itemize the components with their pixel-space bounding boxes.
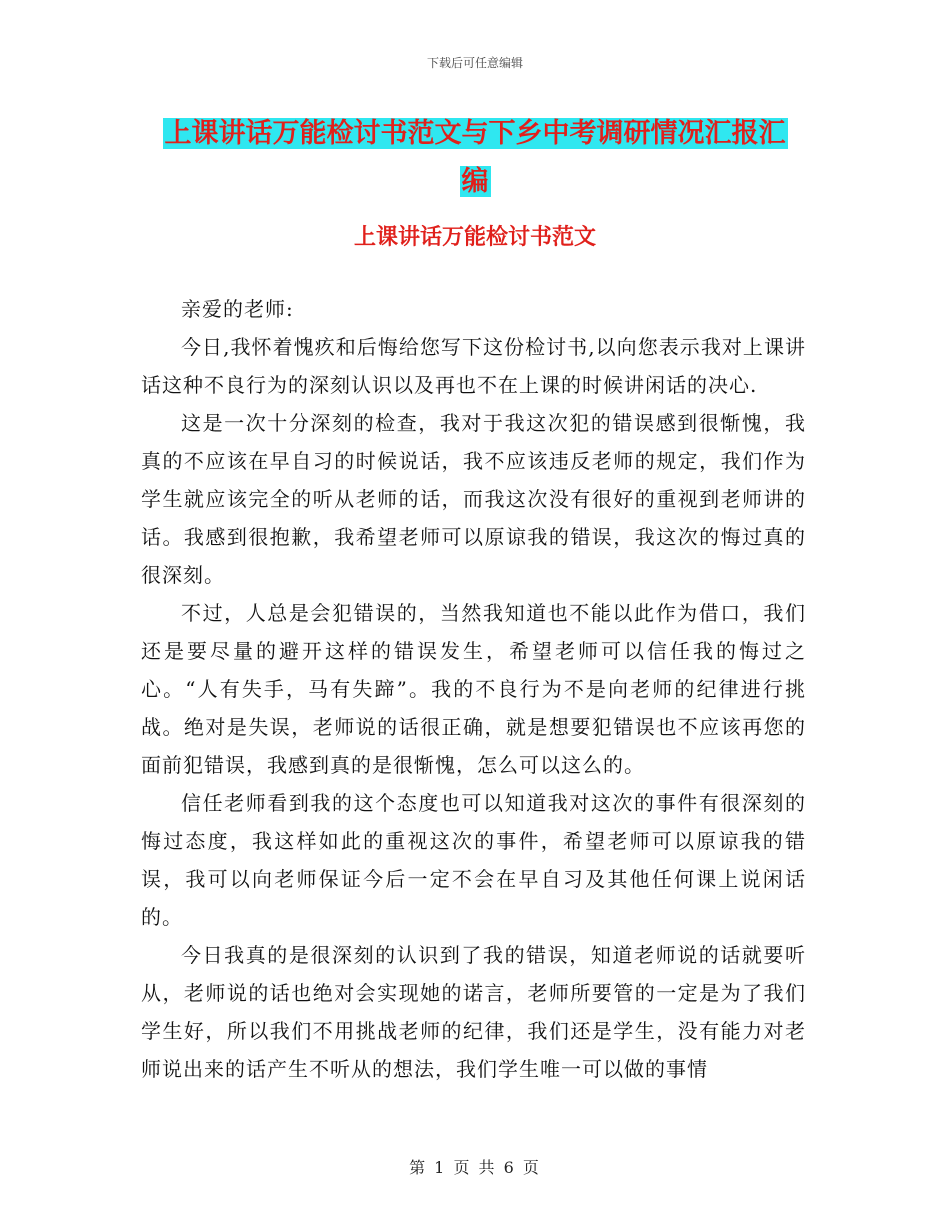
document-body (141, 290, 806, 1088)
main-title-line-2: 编 (461, 166, 489, 197)
body-paragraph: 这是一次十分深刻的检查，我对于我这次犯的错误感到很惭愧，我真的不应该在早自习的时候说话，我不应该违反老师的规定，我们作为学生就应该完全的听从老师的话，而我这次没有很好的重视到老师讲的话。我感到很抱歉，我希望老师可以原谅我的错误，我这次的悔过真的很深刻。 (141, 411, 806, 587)
body-paragraph: 不过，人总是会犯错误的，当然我知道也不能以此作为借口，我们还是要尽量的避开这样的错误发生，希望老师可以信任我的悔过之心。“人有失手，马有失蹄”。我的不良行为不是向老师的纪律进行挑战。绝对是失误，老师说的话很正确，就是想要犯错误也不应该再您的面前犯错误，我感到真的是很惭愧，怎么可以这么的。 (141, 601, 806, 777)
section-title: 上课讲话万能检讨书范文 (353, 225, 596, 250)
document-main-title (140, 110, 810, 206)
body-paragraph: 信任老师看到我的这个态度也可以知道我对这次的事件有很深刻的悔过态度，我这样如此的重视这次的事件，希望老师可以原谅我的错误，我可以向老师保证今后一定不会在早自习及其他任何课上说闲话的。 (141, 791, 806, 929)
main-title-line-1: 上课讲话万能检讨书范文与下乡中考调研情况汇报汇 (164, 118, 786, 149)
salutation-paragraph: 亲爱的老师: (181, 297, 294, 321)
page-header-note: 下载后可任意编辑 (426, 56, 523, 70)
body-paragraph: 今日我真的是很深刻的认识到了我的错误，知道老师说的话就要听从，老师说的话也绝对会实现她的诺言，老师所要管的一定是为了我们学生好，所以我们不用挑战老师的纪律，我们还是学生，没有能力对老师说出来的话产生不听从的想法，我们学生唯一可以做的事情 (141, 943, 806, 1081)
page-number-footer: 第 1 页 共 6 页 (409, 1158, 541, 1177)
body-paragraph: 今日,我怀着愧疚和后悔给您写下这份检讨书,以向您表示我对上课讲话这种不良行为的深刻认识以及再也不在上课的时候讲闲话的决心. (141, 335, 806, 397)
